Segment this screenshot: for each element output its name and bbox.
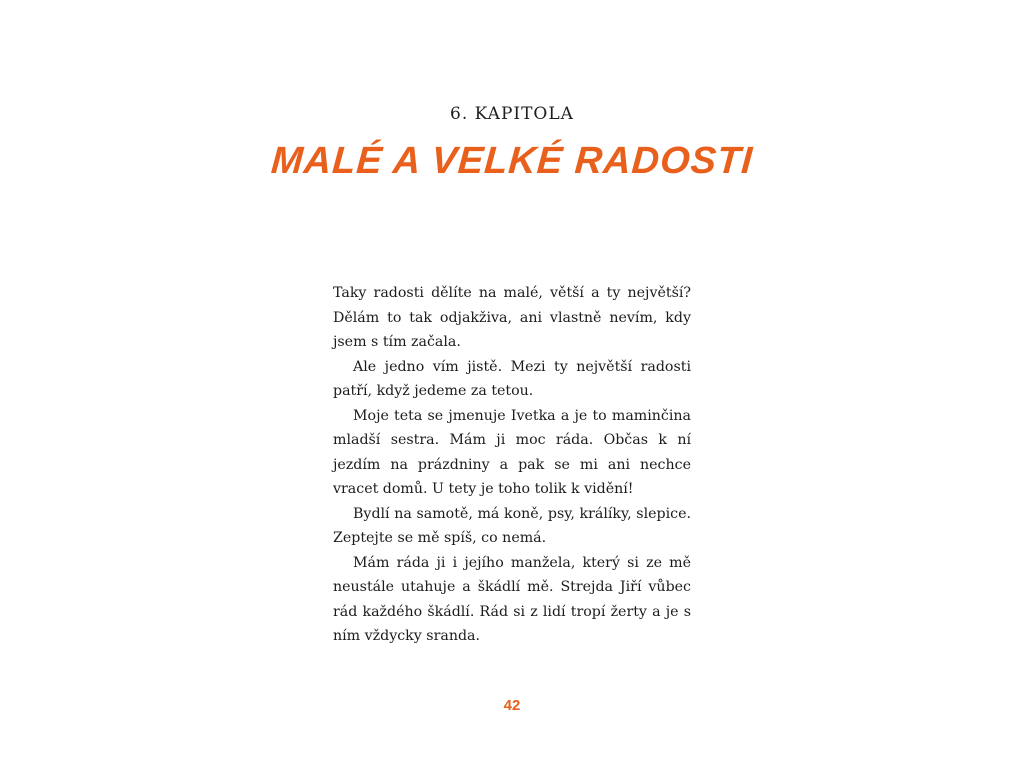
chapter-title: MALÉ A VELKÉ RADOSTI (269, 140, 755, 182)
body-text (333, 281, 691, 649)
paragraph: Taky radosti dělíte na malé, větší a ty největší? Dělám to tak odjakživa, ani vlastně nevím, kdy jsem s tím začala. (333, 285, 691, 350)
paragraph: Mám ráda ji i jejího manžela, který si ze mě neustále utahuje a škádlí mě. Strejda Jiří vůbec rád každého škádlí. Rád si z lidí tropí žerty a je s ním vždycky sranda. (333, 554, 691, 644)
page-number: 42 (503, 697, 521, 714)
paragraph: Bydlí na samotě, má koně, psy, králíky, slepice. Zeptejte se mě spíš, co nemá. (333, 505, 691, 546)
paragraph: Moje teta se jmenuje Ivetka a je to maminčina mladší sestra. Mám ji moc ráda. Občas k ní jezdím na prázdniny a pak se mi ani nechce vracet domů. U tety je toho tolik k vidění! (333, 407, 691, 497)
paragraph: Ale jedno vím jistě. Mezi ty největší radosti patří, když jedeme za tetou. (333, 358, 691, 399)
chapter-label: 6. KAPITOLA (450, 104, 574, 124)
